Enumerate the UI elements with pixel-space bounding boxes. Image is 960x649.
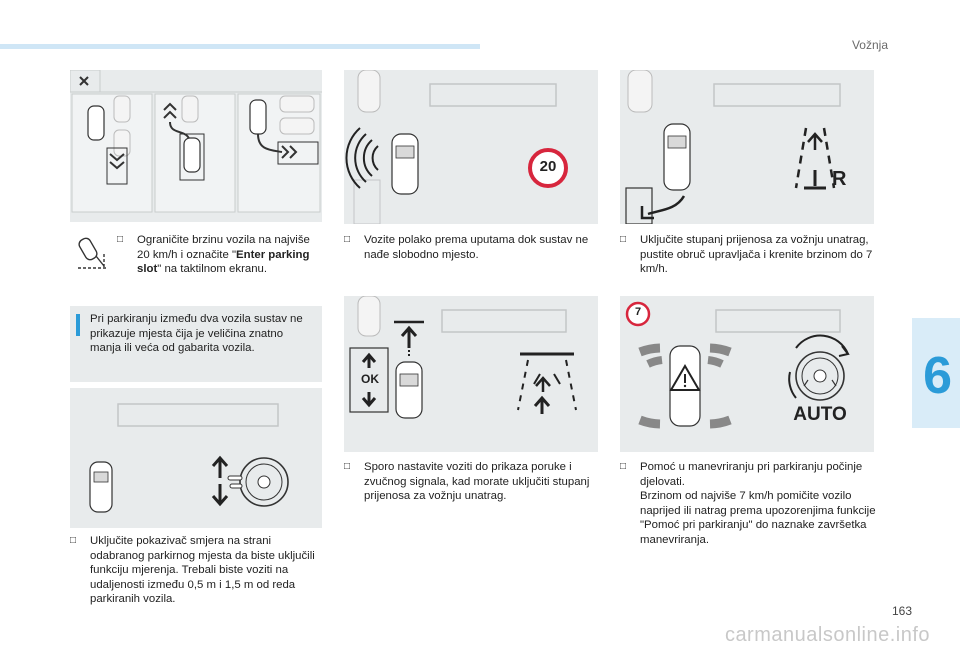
step-1-bold: Enter parking slot — [137, 248, 310, 276]
bullet: □ — [70, 535, 77, 546]
info-text: Pri parkiranju između dva vozila sustav ne prikazuje mjesta čija je veličina znatno manja ili veća od gabarita vozila. — [90, 313, 303, 355]
step-5-text — [620, 233, 880, 277]
step-6-line-2: Brzinom od najviše 7 km/h pomičite vozilo naprijed ili natrag prema upozorenjima funkcije "Pomoć pri parkiranju" do naznake završetka manevriranja. — [640, 490, 876, 546]
auto-label: AUTO — [793, 404, 847, 425]
step-5-body: Uključite stupanj prijenosa za vožnju unatrag, pustite obruč upravljača i krenite brzinom do 7 km/h. — [640, 234, 873, 276]
bullet: □ — [620, 234, 627, 245]
parking-assist-icon — [74, 236, 110, 272]
figure-continue-ok — [344, 296, 598, 452]
watermark: carmanualsonline.info — [724, 624, 930, 646]
step-3-body: Vozite polako prema uputama dok sustav ne nađe slobodno mjesto. — [364, 234, 589, 261]
section-title: Vožnja — [851, 38, 888, 52]
bullet: □ — [344, 461, 351, 472]
chapter-number: 6 — [923, 347, 952, 405]
step-2-text — [70, 534, 324, 607]
figure-parking-type-screen — [70, 70, 322, 222]
step-6-line-1: Pomoć u manevriranju pri parkiranju počinje djelovati. — [640, 461, 863, 488]
bullet: □ — [620, 461, 627, 472]
bullet: □ — [344, 234, 351, 245]
figure-auto-assist — [620, 296, 874, 452]
step-2-body: Uključite pokazivač smjera na strani odabranog parkirnog mjesta da biste uključili funkciju mjerenja. Trebali biste voziti na udaljenosti između 0,5 m i 1,5 m od reda parkiranih vozila. — [90, 535, 315, 606]
info-icon — [76, 314, 80, 336]
reverse-label: R — [832, 168, 847, 190]
step-4-text — [344, 460, 602, 504]
step-1-pre: Ograničite brzinu vozila na najviše 20 km/h i označite " — [137, 234, 310, 261]
info-box — [70, 306, 322, 382]
page-number: 163 — [891, 604, 912, 618]
step-1-post: " na taktilnom ekranu. — [157, 263, 268, 276]
header-accent-bar — [0, 44, 480, 49]
figure-driving-slowly — [344, 70, 598, 224]
step-1-text — [117, 233, 321, 277]
step-3-text — [344, 233, 602, 262]
ok-label: OK — [361, 372, 379, 386]
figure-reverse — [620, 70, 874, 224]
step-badge-number: 7 — [634, 306, 642, 318]
bullet: □ — [117, 234, 124, 245]
figure-indicator — [70, 388, 322, 528]
step-4-body: Sporo nastavite voziti do prikaza poruke i zvučnog signala, kad morate uključiti stupanj prijenosa za vožnju unatrag. — [364, 461, 590, 503]
step-6-text — [620, 460, 880, 548]
speed-limit-value: 20 — [539, 158, 557, 175]
